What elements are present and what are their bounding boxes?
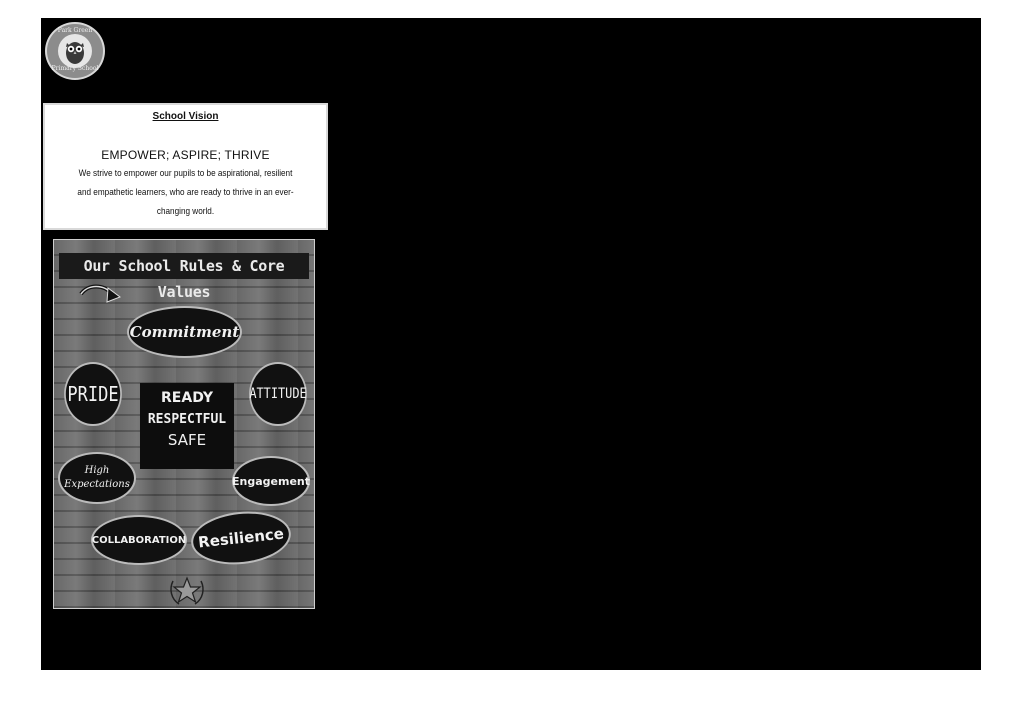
value-engagement: [232, 456, 310, 506]
curved-arrow-icon: [78, 280, 122, 310]
school-rules-poster: [53, 239, 315, 609]
value-high-expectations-label: High Expectations: [64, 465, 130, 490]
value-resilience: [189, 507, 294, 569]
rule-respectful: RESPECTFUL: [147, 412, 227, 427]
value-commitment-label: Commitment: [129, 323, 240, 341]
owl-icon: [58, 34, 92, 68]
poster-title: Our School Rules & Core Values: [59, 253, 309, 279]
rule-safe: SAFE: [167, 431, 207, 449]
value-collaboration-label: COLLABORATION: [91, 534, 187, 546]
logo-arc-bottom: Primary School: [51, 65, 99, 72]
value-attitude: [249, 362, 307, 426]
school-vision-box: [43, 103, 328, 230]
rule-ready: READY: [161, 390, 213, 406]
value-commitment: [127, 306, 242, 358]
star-laurel-icon: [167, 573, 207, 607]
logo-arc-top: Park Green: [57, 27, 93, 34]
vision-statement: We strive to empower our pupils to be aspirational, resilient and empathetic learners, who are ready to thrive in an ever-changing world.: [77, 168, 294, 217]
school-logo: [45, 22, 105, 80]
value-high-expectations: [58, 452, 136, 504]
value-resilience-label: Resilience: [197, 524, 285, 552]
vision-motto: EMPOWER; ASPIRE; THRIVE: [101, 148, 270, 162]
vision-heading: School Vision: [152, 111, 219, 122]
value-collaboration: [91, 515, 187, 565]
value-engagement-label: Engagement: [232, 474, 310, 488]
value-pride-label: PRIDE: [67, 382, 119, 406]
school-rules-board: [140, 383, 234, 469]
value-attitude-label: ATTITUDE: [249, 386, 307, 402]
value-pride: [64, 362, 122, 426]
